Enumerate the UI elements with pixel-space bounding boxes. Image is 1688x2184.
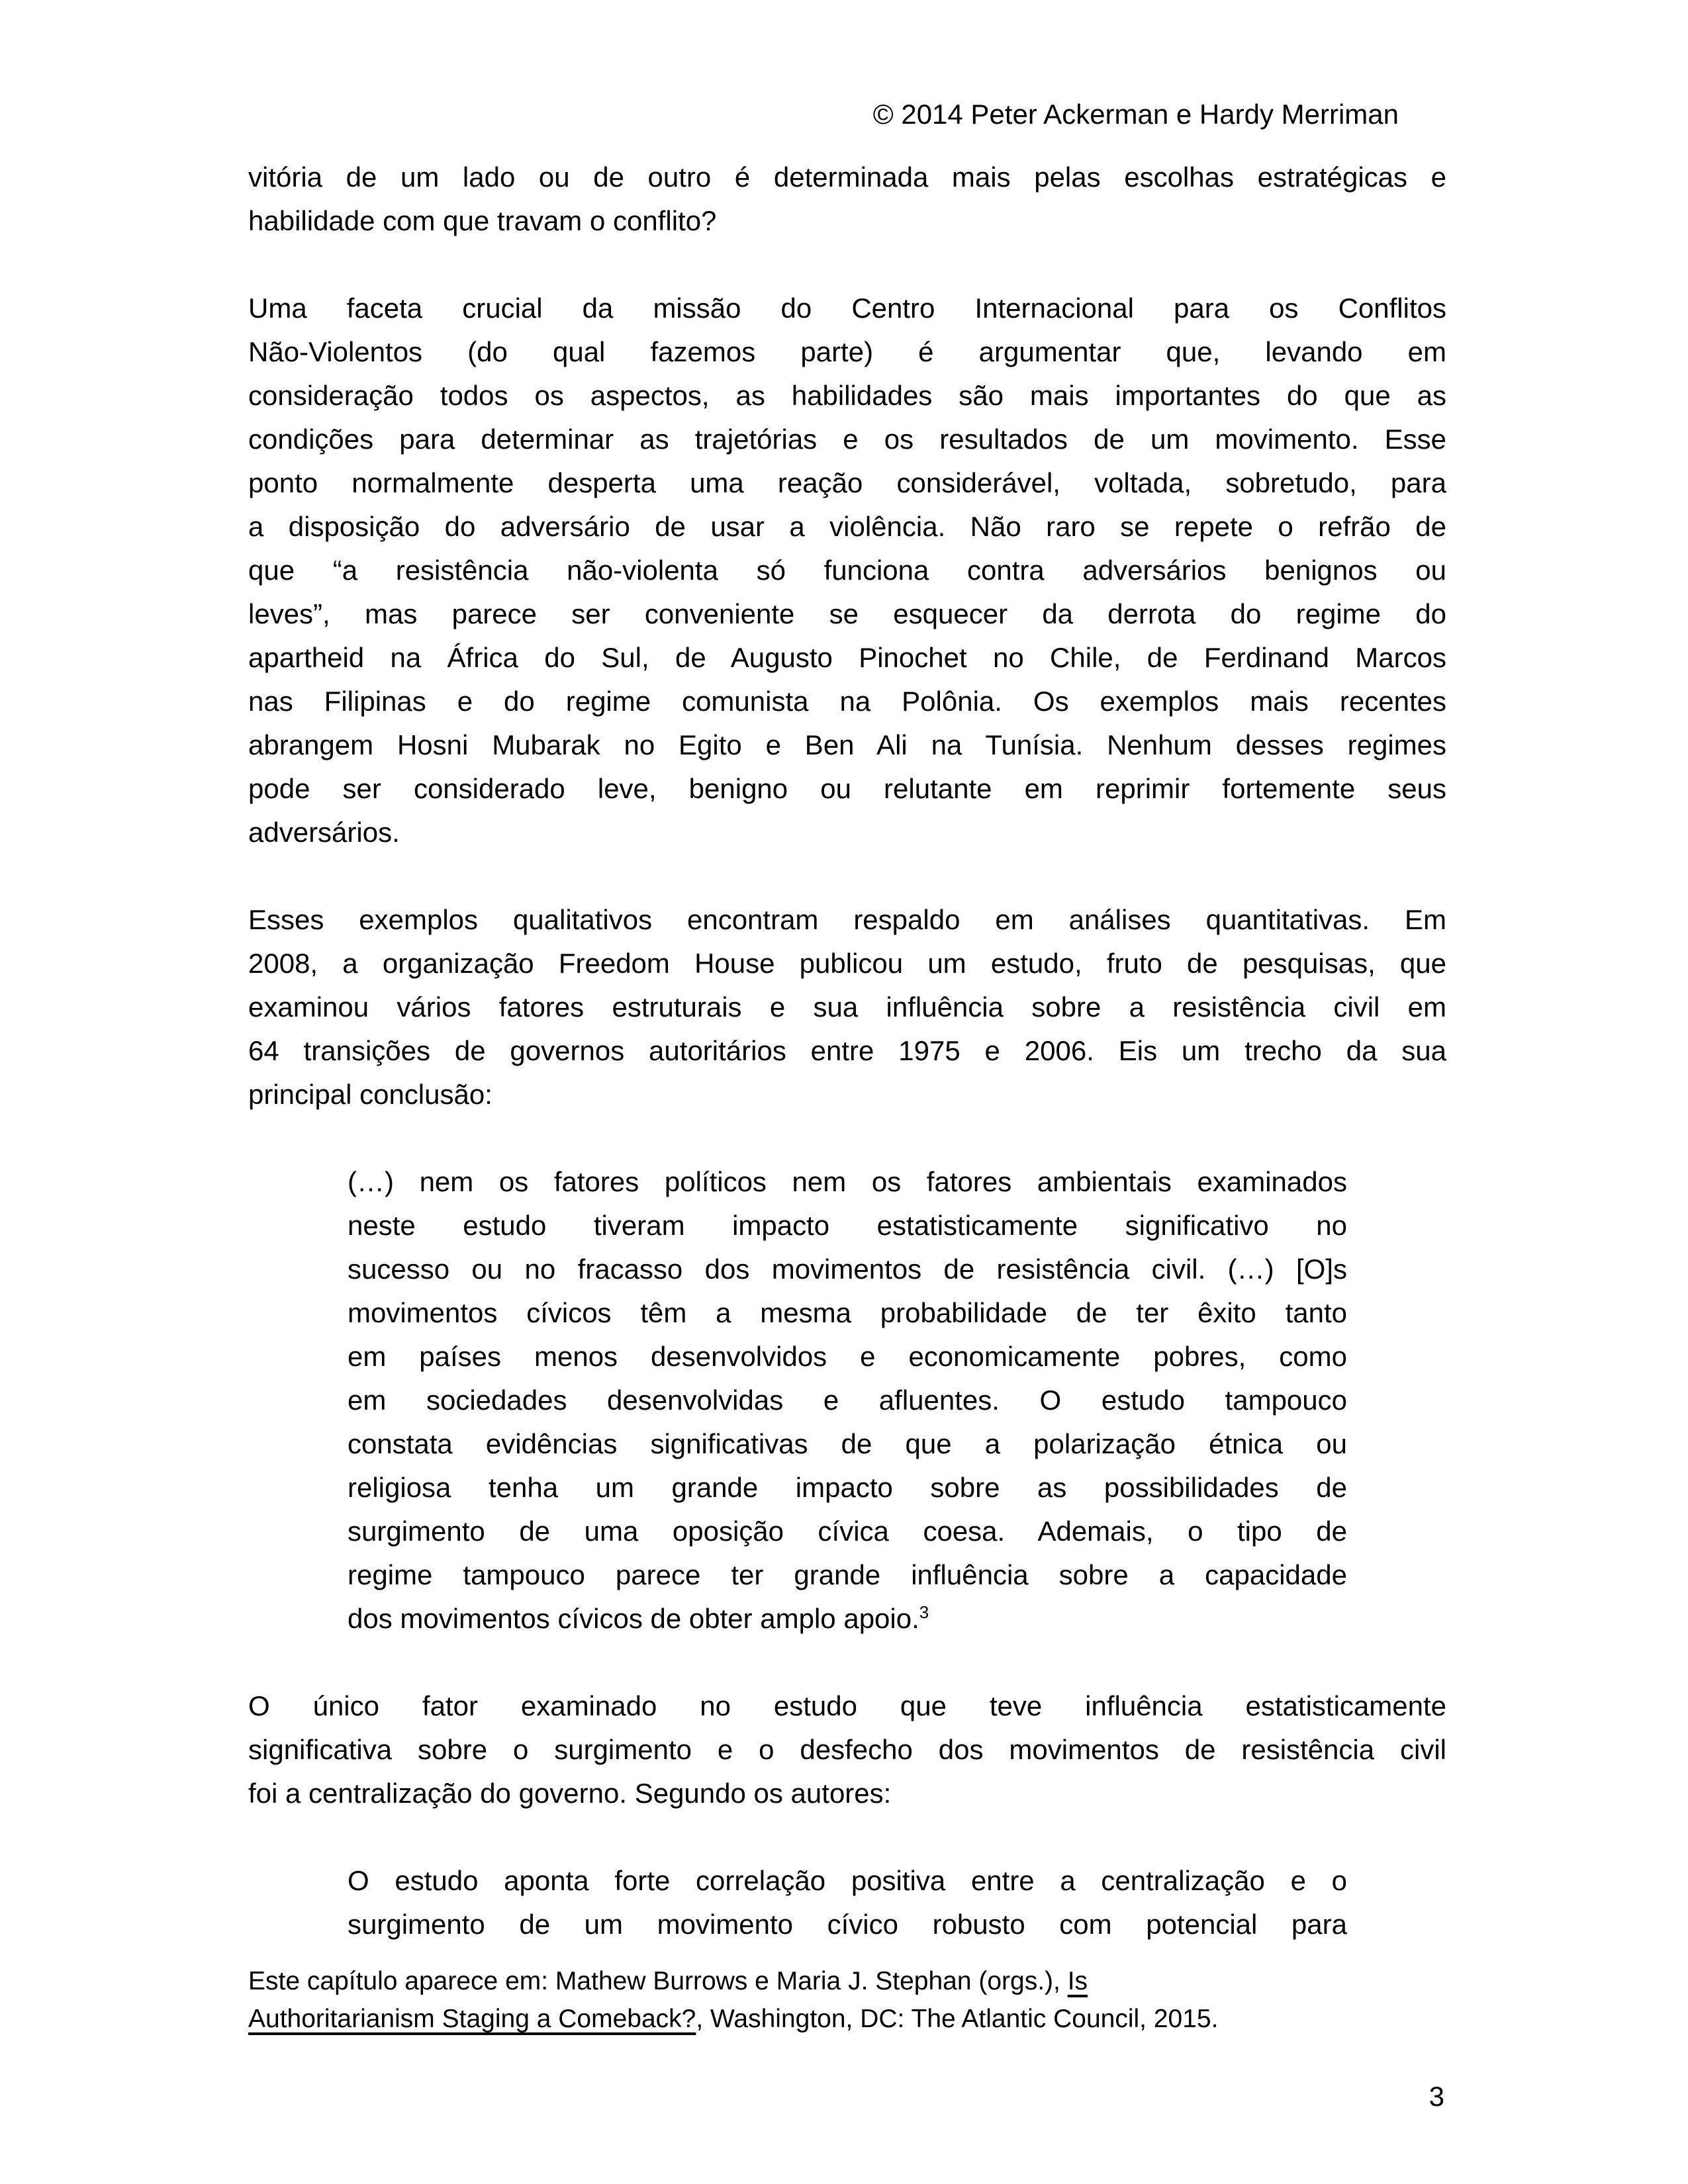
paragraph-4 xyxy=(248,1684,1446,1815)
text-line: leves”, mas parece ser conveniente se esquecer da derrota do regime do xyxy=(248,598,1446,629)
text-line: a disposição do adversário de usar a violência. Não raro se repete o refrão de xyxy=(248,511,1446,542)
text-line: em sociedades desenvolvidas e afluentes. O estudo tampouco xyxy=(348,1385,1347,1416)
text-line: religiosa tenha um grande impacto sobre as possibilidades de xyxy=(348,1472,1347,1503)
text-line: Esses exemplos qualitativos encontram respaldo em análises quantitativas. Em xyxy=(248,904,1446,935)
quote-last-line-text: dos movimentos cívicos de obter amplo apoio. xyxy=(348,1603,919,1634)
text-line: surgimento de uma oposição cívica coesa. Ademais, o tipo de xyxy=(348,1516,1347,1547)
text-line: movimentos cívicos têm a mesma probabilidade de ter êxito tanto xyxy=(348,1297,1347,1328)
text-line: pode ser considerado leve, benigno ou relutante em reprimir fortemente seus xyxy=(248,773,1446,804)
text-line: 2008, a organização Freedom House publicou um estudo, fruto de pesquisas, que xyxy=(248,948,1446,979)
text-line: O único fator examinado no estudo que teve influência estatisticamente xyxy=(248,1690,1446,1721)
text-line: significativa sobre o surgimento e o desfecho dos movimentos de resistência civil xyxy=(248,1734,1446,1765)
text-line: condições para determinar as trajetórias e os resultados de um movimento. Esse xyxy=(248,424,1446,455)
footnote-text: , Washington, DC: The Atlantic Council, 2015. xyxy=(696,2005,1219,2033)
copyright-header: © 2014 Peter Ackerman e Hardy Merriman xyxy=(872,99,1399,130)
text-line: consideração todos os aspectos, as habilidades são mais importantes do que as xyxy=(248,380,1446,411)
block-quote-1 xyxy=(348,1160,1347,1641)
page-content xyxy=(248,93,1446,2038)
text-line: sucesso ou no fracasso dos movimentos de resistência civil. (…) [O]s xyxy=(348,1253,1347,1285)
text-line: constata evidências significativas de que a polarização étnica ou xyxy=(348,1428,1347,1459)
text-line: principal conclusão: xyxy=(248,1079,492,1110)
footnote-book-title-part2: Authoritarianism Staging a Comeback? xyxy=(248,2005,696,2033)
footnote-reference-number: 3 xyxy=(919,1602,929,1622)
text-line: em países menos desenvolvidos e economicamente pobres, como xyxy=(348,1341,1347,1372)
text-line: Não-Violentos (do qual fazemos parte) é argumentar que, levando em xyxy=(248,336,1446,367)
footnote-book-title-part1: Is xyxy=(1067,1967,1088,1995)
text-line: regime tampouco parece ter grande influência sobre a capacidade xyxy=(348,1559,1347,1590)
text-line: que “a resistência não-violenta só funciona contra adversários benignos ou xyxy=(248,555,1446,586)
text-line: Uma faceta crucial da missão do Centro Internacional para os Conflitos xyxy=(248,293,1446,324)
page-number: 3 xyxy=(1429,2081,1444,2112)
paragraph-2 xyxy=(248,287,1446,854)
text-line: neste estudo tiveram impacto estatisticamente significativo no xyxy=(348,1210,1347,1241)
footnote xyxy=(248,1962,1446,2038)
text-line: surgimento de um movimento cívico robusto com potencial para xyxy=(348,1909,1347,1940)
text-line xyxy=(348,1597,1347,1641)
text-line: apartheid na África do Sul, de Augusto Pinochet no Chile, de Ferdinand Marcos xyxy=(248,642,1446,673)
footnote-line xyxy=(248,1962,1446,2000)
text-line: adversários. xyxy=(248,817,400,848)
text-line: (…) nem os fatores políticos nem os fatores ambientais examinados xyxy=(348,1166,1347,1197)
footnote-text: Este capítulo aparece em: Mathew Burrows e Maria J. Stephan (orgs.), xyxy=(248,1967,1068,1995)
text-line: examinou vários fatores estruturais e sua influência sobre a resistência civil em xyxy=(248,991,1446,1023)
text-line: foi a centralização do governo. Segundo os autores: xyxy=(248,1778,892,1809)
paragraph-3 xyxy=(248,898,1446,1116)
text-line: vitória de um lado ou de outro é determinada mais pelas escolhas estratégicas e xyxy=(248,161,1446,193)
text-line: O estudo aponta forte correlação positiva entre a centralização e o xyxy=(348,1865,1347,1896)
text-line: habilidade com que travam o conflito? xyxy=(248,205,717,236)
footnote-line xyxy=(248,2000,1446,2038)
text-line: abrangem Hosni Mubarak no Egito e Ben Ali na Tunísia. Nenhum desses regimes xyxy=(248,729,1446,760)
block-quote-2 xyxy=(348,1859,1347,1946)
text-line: nas Filipinas e do regime comunista na Polônia. Os exemplos mais recentes xyxy=(248,686,1446,717)
paragraph-1 xyxy=(248,156,1446,243)
text-line: 64 transições de governos autoritários entre 1975 e 2006. Eis um trecho da sua xyxy=(248,1035,1446,1066)
text-line: ponto normalmente desperta uma reação considerável, voltada, sobretudo, para xyxy=(248,467,1446,498)
